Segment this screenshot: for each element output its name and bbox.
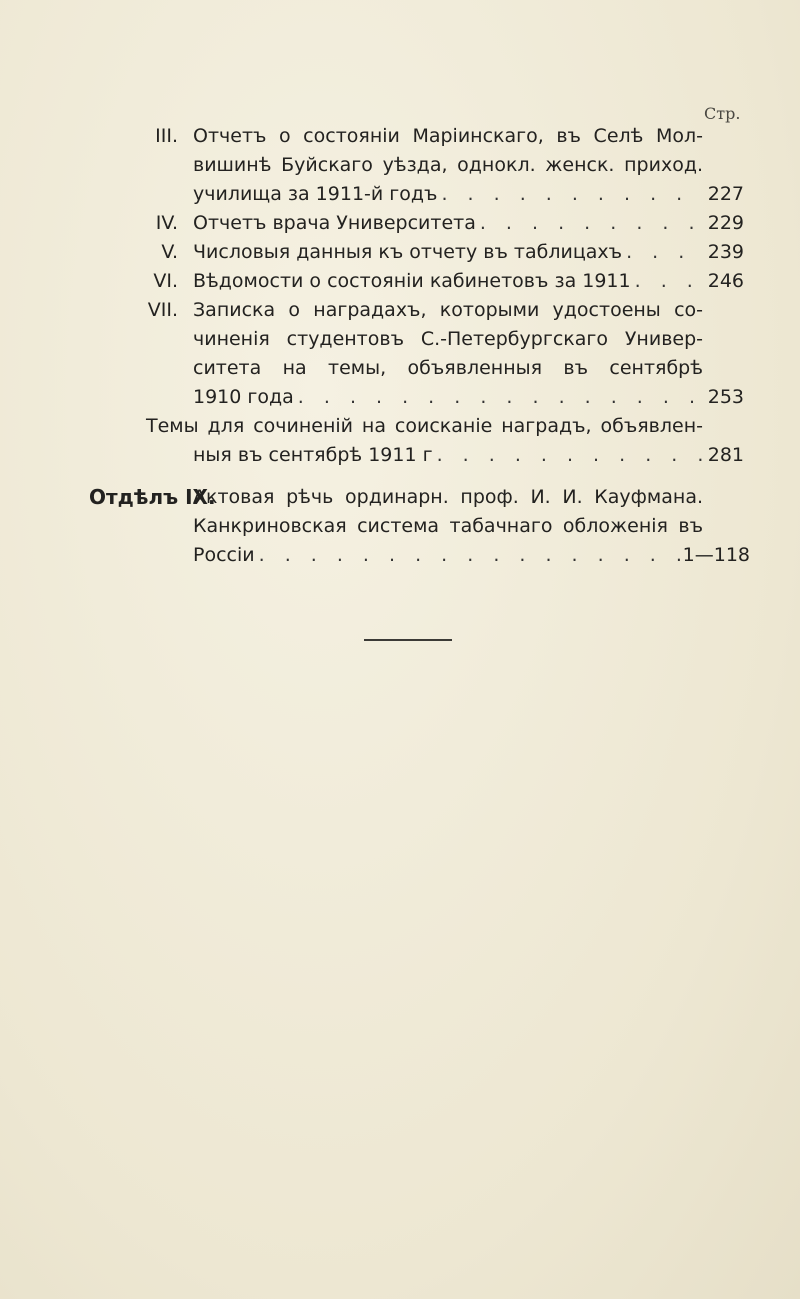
entry-title-line: ситета на темы, объявленныя въ сентябрѣ <box>193 357 703 379</box>
section-label: Отдѣлъ IX. <box>89 485 216 509</box>
page-column-header: Стр. <box>704 104 741 123</box>
section-title-line: Россіи <box>193 544 255 566</box>
entry-title-line: Темы для сочиненій на соисканіе наградъ, объявлен- <box>146 415 703 437</box>
toc-entry-v <box>0 238 800 267</box>
entry-number: IV. <box>155 212 178 234</box>
entry-page-number: 253 <box>707 386 744 408</box>
toc-entry-iii <box>0 122 800 209</box>
section-page-range: 1—118 <box>682 544 750 566</box>
entry-title-line: вишинѣ Буйскаго уѣзда, однокл. женск. приход. <box>193 154 703 176</box>
horizontal-rule <box>364 639 452 641</box>
entry-page-number: 281 <box>707 444 744 466</box>
entry-title-line: 1910 года <box>193 386 294 408</box>
entry-number: III. <box>155 125 178 147</box>
dot-leader <box>294 383 703 412</box>
section-title-line: Канкриновская система табачнаго обложенія въ <box>193 515 703 537</box>
entry-title-line: Отчетъ о состояніи Маріинскаго, въ Селѣ Мол- <box>193 125 703 147</box>
entry-title-line: Записка о наградахъ, которыми удостоены со- <box>193 299 703 321</box>
entry-number: VI. <box>153 270 178 292</box>
toc-entry-vii <box>0 296 800 412</box>
toc-entry-themes <box>0 412 800 470</box>
toc-entry-vi <box>0 267 800 296</box>
entry-page-number: 239 <box>707 241 744 263</box>
entry-page-number: 246 <box>707 270 744 292</box>
table-of-contents <box>0 122 800 570</box>
toc-section-ix <box>0 483 800 570</box>
entry-title-line: Вѣдомости о состояніи кабинетовъ за 1911 <box>193 270 631 292</box>
entry-page-number: 229 <box>707 212 744 234</box>
entry-title-line: чиненія студентовъ С.-Петербургскаго Универ- <box>193 328 703 350</box>
entry-title-line: училища за 1911-й годъ <box>193 183 438 205</box>
entry-number: V. <box>161 241 178 263</box>
entry-title-line: ныя въ сентябрѣ 1911 г <box>193 444 433 466</box>
entry-number: VII. <box>147 299 178 321</box>
dot-leader <box>255 541 703 570</box>
entry-page-number: 227 <box>707 183 744 205</box>
entry-title-line: Числовыя данныя къ отчету въ таблицахъ <box>193 241 623 263</box>
entry-title-line: Отчетъ врача Университета <box>193 212 476 234</box>
toc-entry-iv <box>0 209 800 238</box>
section-title-line: Актовая рѣчь ординарн. проф. И. И. Кауфмана. <box>193 486 703 508</box>
